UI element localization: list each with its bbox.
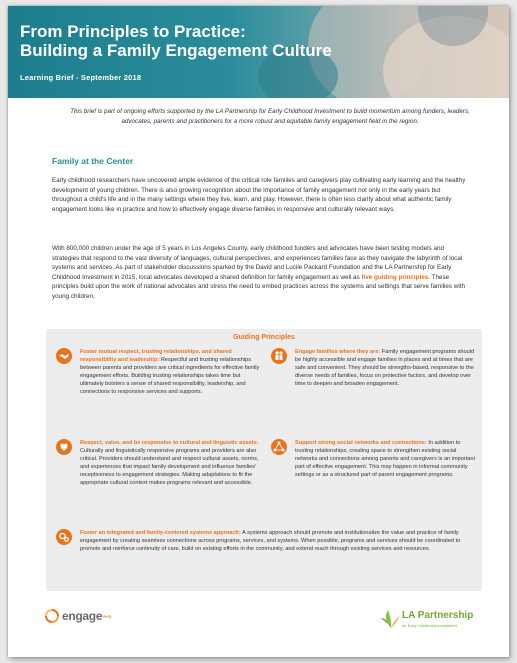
principle-card [271,439,476,479]
partner-tagline: for Early Childhood Investment [402,623,457,628]
header-banner [8,6,509,98]
heart-hands-icon [56,439,72,455]
document-page [8,6,509,657]
principle-heading: Respect, value, and be responsive to cultural and linguistic assets: [80,440,259,446]
principle-card [56,348,261,397]
gears-icon [56,529,72,545]
engage-swirl-icon [45,609,59,623]
principle-body: Culturally and linguistically responsive programs and providers are also critical. Providers should understand and respect cultural assets, norms, and experiences that impact family development and influence families' receptiveness to engagement strategies. Making adaptations to fit the appropriate cultural context makes programs relevant and accessible. [80,448,259,487]
document-subtitle: Learning Brief - September 2018 [20,73,142,82]
engage-wordmark: engage [62,609,103,623]
guiding-principles-box [46,329,482,591]
section-heading: Family at the Center [52,156,134,166]
handshake-icon [56,348,72,364]
title-line-2: Building a Family Engagement Culture [20,41,332,60]
guiding-principles-link[interactable]: five guiding principles [361,273,429,281]
principle-heading: Foster mutual respect, trusting relationships, and shared responsibility and leadership: [80,349,232,364]
body-paragraph-1: Early childhood researchers have uncovered ample evidence of the critical role families and caregivers play cultivating early learning and the healthy development of young children. There is also growing recognition about the importance of family engagement not only in the early years but throughout a child's life and in the many settings where they live, learn, and play. However, there is often less clarity about what authentic family engagement looks like in practice and how to effectively engage diverse families in responsive and culturally relevant ways. [52,177,466,213]
principle-body: A systems approach should promote and institutionalize the value and practice of family engagement by creating seamless connections across programs, services, and systems. When possible, programs and services should be coordinated to promote and reinforce continuity of care, build on existing efforts in the community, and extend reach through existing services and resources. [80,530,461,553]
document-title [20,22,332,60]
principle-body: In addition to trusting relationships, creating space to strengthen existing social networks and connections among parents and caregivers is an important part of effective engagement. This may happen in informal community settings or as a structured part of parent engagement programs. [295,440,476,479]
principle-heading: Foster an integrated and family-centered systems approach: [80,530,241,536]
family-icon [271,348,287,364]
principle-heading: Support strong social networks and connections: [295,440,427,446]
principle-heading: Engage families where they are: [295,349,381,355]
paragraph-2-text-end: . These principles build upon the work of national advocates and stress the need to embed practices across the systems and settings that serve families with young children. [52,273,466,300]
paragraph-2-text: With 800,000 children under the age of 5 years in Los Angeles County, early childhood funders and advocates have been testing models and strategies that respond to the vast diversity of languages, cultural perspectives, and experiences families face as they navigate the labyrinth of local systems and services. As part of stakeholder discussions sparked by the David and Lucile Packard Foundation and the LA Partnership for Early Childhood Investment in 2015, local advocates developed a shared definition for family engagement as well as [52,245,463,281]
la-partnership-logo [380,604,475,636]
principle-card [56,439,261,488]
principle-body: Respectful and trusting relationships between parents and providers are critical ingredients for effective family engagement efforts. Building trusting relationships takes time but ultimately bolsters a sense of shared responsibility, leadership, and connections to responsive services and supports. [80,357,260,396]
network-icon [271,439,287,455]
title-line-1: From Principles to Practice: [20,22,246,41]
partner-name: LA Partnership [402,610,474,621]
principle-card [271,348,476,388]
body-paragraph-2 [52,244,472,302]
guiding-principles-title: Guiding Principles [233,334,295,341]
principle-body: Family engagement programs should be highly accessible and engage families in places and at times that are safe and convenient. They should be strengths-based, responsive to the diverse needs of families, focus on protective factors, and develop over time to deepen and broaden engagement. [295,349,475,388]
principle-card [56,529,476,553]
intro-text: This brief is part of ongoing efforts supported by the LA Partnership for Early Childhood Investment to build momentum among funders, leaders, advocates, parents and practitioners for a more robust and equitable family engagement field in the region. [70,108,470,125]
engage-suffix: R+D [103,613,112,619]
engage-logo [45,606,111,626]
leaf-icon [380,606,402,630]
